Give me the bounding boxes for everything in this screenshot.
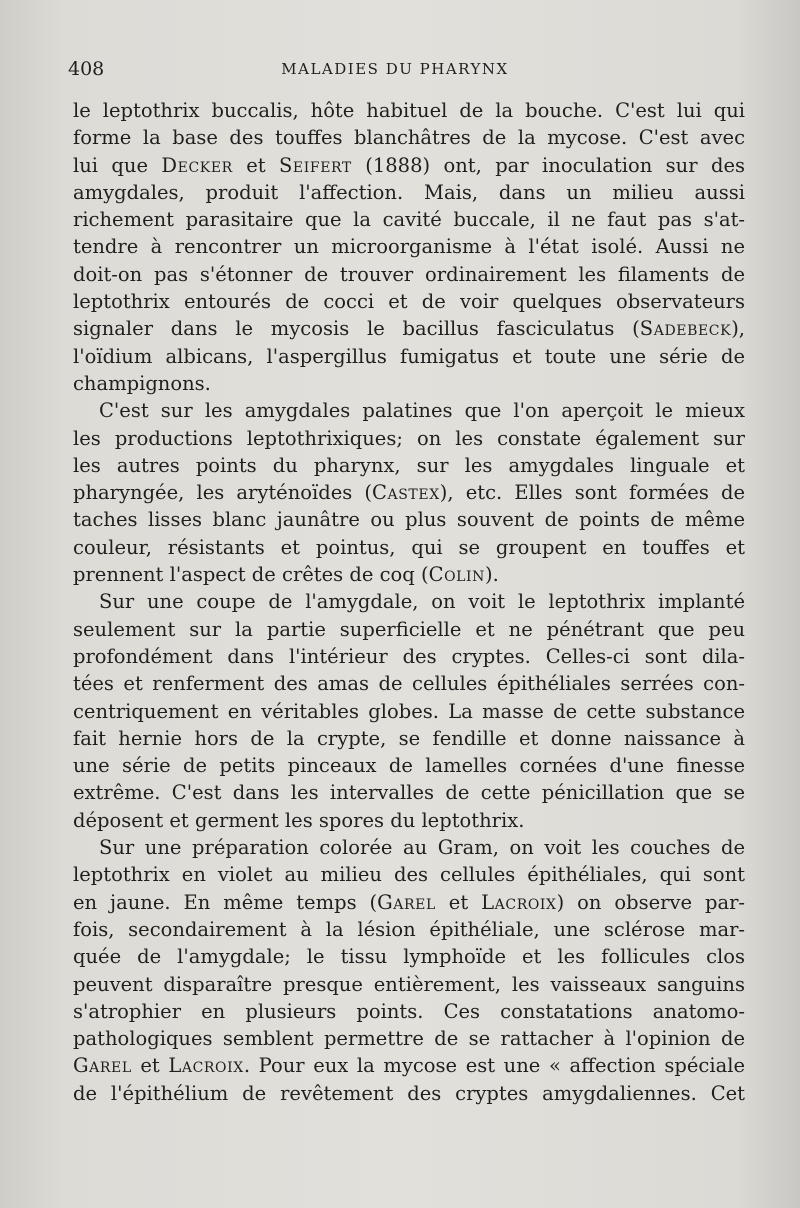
text-line: pathologiques semblent permettre de se rattacher à l'opinion de [73,1027,745,1051]
text-line: les autres points du pharynx, sur les amygdales linguale et [73,453,745,477]
author-name: Garel [377,890,436,914]
text-line: fois, secondairement à la lésion épithéliale, une sclérose mar- [73,917,745,941]
text-line: tendre à rencontrer un microorganisme à l'état isolé. Aussi ne [73,235,745,259]
text-line: les productions leptothrixiques; on les constate également sur [73,426,745,450]
text-line: une série de petits pinceaux de lamelles cornées d'une finesse [73,754,745,778]
author-name: Colin [428,563,486,587]
text-line: le leptothrix buccalis, hôte habituel de la bouche. C'est lui qui [73,99,745,122]
text-line: quée de l'amygdale; le tissu lymphoïde et les follicules clos [73,945,745,969]
text-line: amygdales, produit l'affection. Mais, dans un milieu aussi [73,180,745,204]
text-line: Garel et Lacroix. Pour eux la mycose est une « affection spéciale [73,1054,745,1078]
author-name: Lacroix [481,890,557,914]
text-line: en jaune. En même temps (Garel et Lacroix) on observe par- [73,890,745,914]
author-name: Decker [161,153,233,177]
text-line: doit-on pas s'étonner de trouver ordinairement les filaments de [73,262,745,286]
author-name: Castex [372,481,440,505]
text-line: peuvent disparaître presque entièrement, les vaisseaux sanguins [73,972,745,996]
text-line: seulement sur la partie superficielle et ne pénétrant que peu [73,617,745,641]
paragraph [73,834,745,1107]
text-line: l'oïdium albicans, l'aspergillus fumigatus et toute une série de [73,344,745,368]
paragraph [73,397,745,588]
text-line: déposent et germent les spores du leptothrix. [73,808,525,832]
text-line: fait hernie hors de la crypte, se fendille et donne naissance à [73,726,745,750]
text-line: tées et renferment des amas de cellules épithéliales serrées con- [73,672,745,696]
text-line: profondément dans l'intérieur des cryptes. Celles-ci sont dila- [73,644,745,668]
text-line: s'atrophier en plusieurs points. Ces constatations anatomo- [73,999,745,1023]
text-line: richement parasitaire que la cavité buccale, il ne faut pas s'at- [73,208,745,232]
author-name: Sadebeck [639,317,732,341]
text-line: de l'épithélium de revêtement des cryptes amygdaliennes. Cet [73,1081,745,1105]
body-text [73,97,745,1107]
text-line: couleur, résistants et pointus, qui se groupent en touffes et [73,535,745,559]
paragraph [73,588,745,834]
author-name: Seifert [278,153,352,177]
page-number: 408 [68,58,105,80]
text-line: prennent l'aspect de crêtes de coq (Colin). [73,563,499,587]
text-line: centriquement en véritables globes. La masse de cette substance [73,699,745,723]
page-header [68,58,752,84]
running-title: MALADIES DU PHARYNX [281,60,509,78]
text-line: leptothrix en violet au milieu des cellules épithéliales, qui sont [73,863,745,887]
text-line: leptothrix entourés de cocci et de voir quelques observateurs [73,290,745,314]
author-name: Lacroix [168,1054,244,1078]
author-name: Garel [73,1054,132,1078]
text-line: extrême. C'est dans les intervalles de cette pénicillation que se [73,781,745,805]
text-line: champignons. [73,371,211,395]
paragraph [73,97,745,397]
text-line: forme la base des touffes blanchâtres de la mycose. C'est avec [73,126,745,150]
text-line: pharyngée, les aryténoïdes (Castex), etc. Elles sont formées de [73,481,745,505]
text-line: C'est sur les amygdales palatines que l'on aperçoit le mieux [99,399,745,423]
text-line: Sur une coupe de l'amygdale, on voit le leptothrix implanté [99,590,745,614]
text-line: lui que Decker et Seifert (1888) ont, par inoculation sur des [73,153,745,177]
text-line: signaler dans le mycosis le bacillus fasciculatus (Sadebeck), [73,317,745,341]
text-line: taches lisses blanc jaunâtre ou plus souvent de points de même [73,508,745,532]
text-line: Sur une préparation colorée au Gram, on voit les couches de [99,836,745,860]
